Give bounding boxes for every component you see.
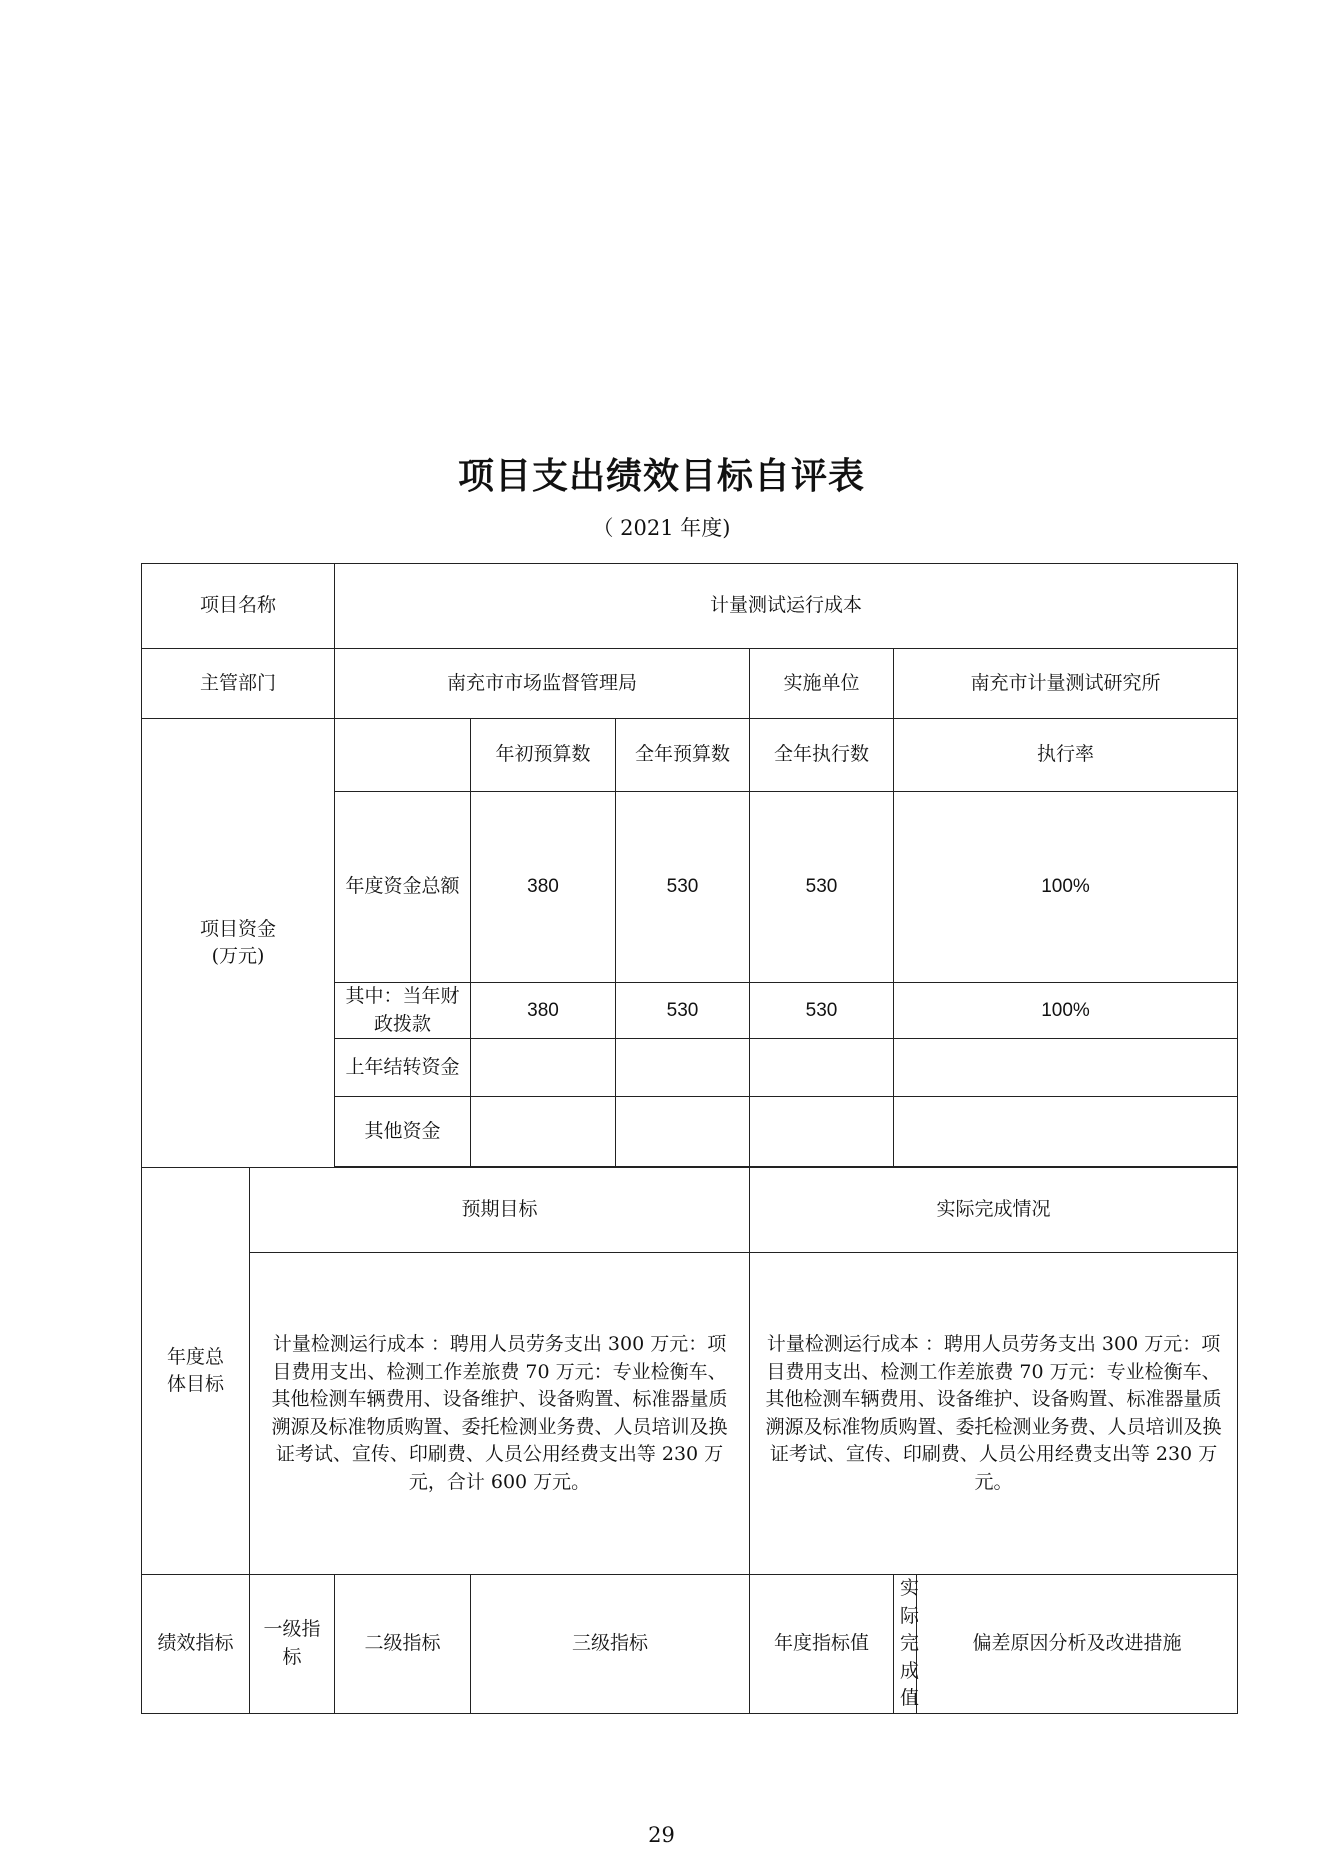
actual-completion-text: 计量检测运行成本 ：聘用人员劳务支出 300 万元：项目费用支出、检测工作差旅费 70 万元：专业检衡车、其他检测车辆费用、设备维护、设备购置、标准器量质溯源及标准物质购置、委托检测业务费、人员培训及换证考试、宣传、印刷费、人员公用经费支出等 230 万元。 — [750, 1253, 1238, 1575]
dept-value: 南充市市场监督管理局 — [335, 649, 750, 719]
row-fiscal-rate: 100% — [894, 983, 1238, 1039]
perf-level2-header: 二级指标 — [335, 1575, 471, 1714]
funds-unit-text: (万元) — [211, 945, 265, 968]
row-fiscal-full: 530 — [616, 983, 750, 1039]
dept-label: 主管部门 — [142, 649, 335, 719]
unit-label: 实施单位 — [750, 649, 894, 719]
project-name-value: 计量测试运行成本 — [335, 564, 1238, 649]
perf-target-header: 年度指标值 — [750, 1575, 894, 1714]
row-carryover-initial — [471, 1039, 616, 1097]
row-carryover-exec — [750, 1039, 894, 1097]
annual-goal-label-text: 年度总体目标 — [166, 1345, 224, 1396]
row-other-rate — [894, 1097, 1238, 1167]
row-carryover-label: 上年结转资金 — [335, 1039, 471, 1097]
row-other-label: 其他资金 — [335, 1097, 471, 1167]
row-fiscal-initial: 380 — [471, 983, 616, 1039]
perf-level3-header: 三级指标 — [471, 1575, 750, 1714]
funds-label-text: 项目资金 — [200, 917, 277, 940]
page-title: 项目支出绩效目标自评表 — [457, 456, 865, 497]
expected-goal-text: 计量检测运行成本 ：聘用人员劳务支出 300 万元：项目费用支出、检测工作差旅费 70 万元：专业检衡车、其他检测车辆费用、设备维护、设备购置、标准器量质溯源及标准物质购置、委托检测业务费、人员培训及换证考试、宣传、印刷费、人员公用经费支出等 230 万元，合计 600 万元。 — [250, 1253, 750, 1575]
expected-goal-header: 预期目标 — [250, 1168, 750, 1253]
row-total-rate: 100% — [894, 792, 1238, 983]
perf-indicator-label: 绩效指标 — [142, 1575, 250, 1714]
row-total-initial: 380 — [471, 792, 616, 983]
page-number: 29 — [648, 1823, 675, 1847]
self-evaluation-table — [141, 563, 1238, 1714]
col-initial-budget: 年初预算数 — [471, 719, 616, 792]
funds-label — [142, 719, 335, 1168]
col-exec-rate: 执行率 — [894, 719, 1238, 792]
row-fiscal-exec: 530 — [750, 983, 894, 1039]
row-total-exec: 530 — [750, 792, 894, 983]
funds-header-blank — [335, 719, 471, 792]
annual-goal-label — [142, 1168, 250, 1575]
row-fiscal-label: 其中：当年财政拨款 — [335, 983, 471, 1039]
perf-actual-header: 实际完成值 — [894, 1575, 917, 1714]
row-carryover-full — [616, 1039, 750, 1097]
perf-deviation-header: 偏差原因分析及改进措施 — [917, 1575, 1238, 1714]
row-carryover-rate — [894, 1039, 1238, 1097]
perf-level1-header: 一级指标 — [250, 1575, 335, 1714]
fiscal-year: （ 2021 年度) — [592, 516, 731, 540]
row-other-full — [616, 1097, 750, 1167]
actual-completion-header: 实际完成情况 — [750, 1168, 1238, 1253]
col-executed: 全年执行数 — [750, 719, 894, 792]
row-total-full: 530 — [616, 792, 750, 983]
col-full-budget: 全年预算数 — [616, 719, 750, 792]
project-name-label: 项目名称 — [142, 564, 335, 649]
row-other-exec — [750, 1097, 894, 1167]
row-total-label: 年度资金总额 — [335, 792, 471, 983]
unit-value: 南充市计量测试研究所 — [894, 649, 1238, 719]
row-other-initial — [471, 1097, 616, 1167]
